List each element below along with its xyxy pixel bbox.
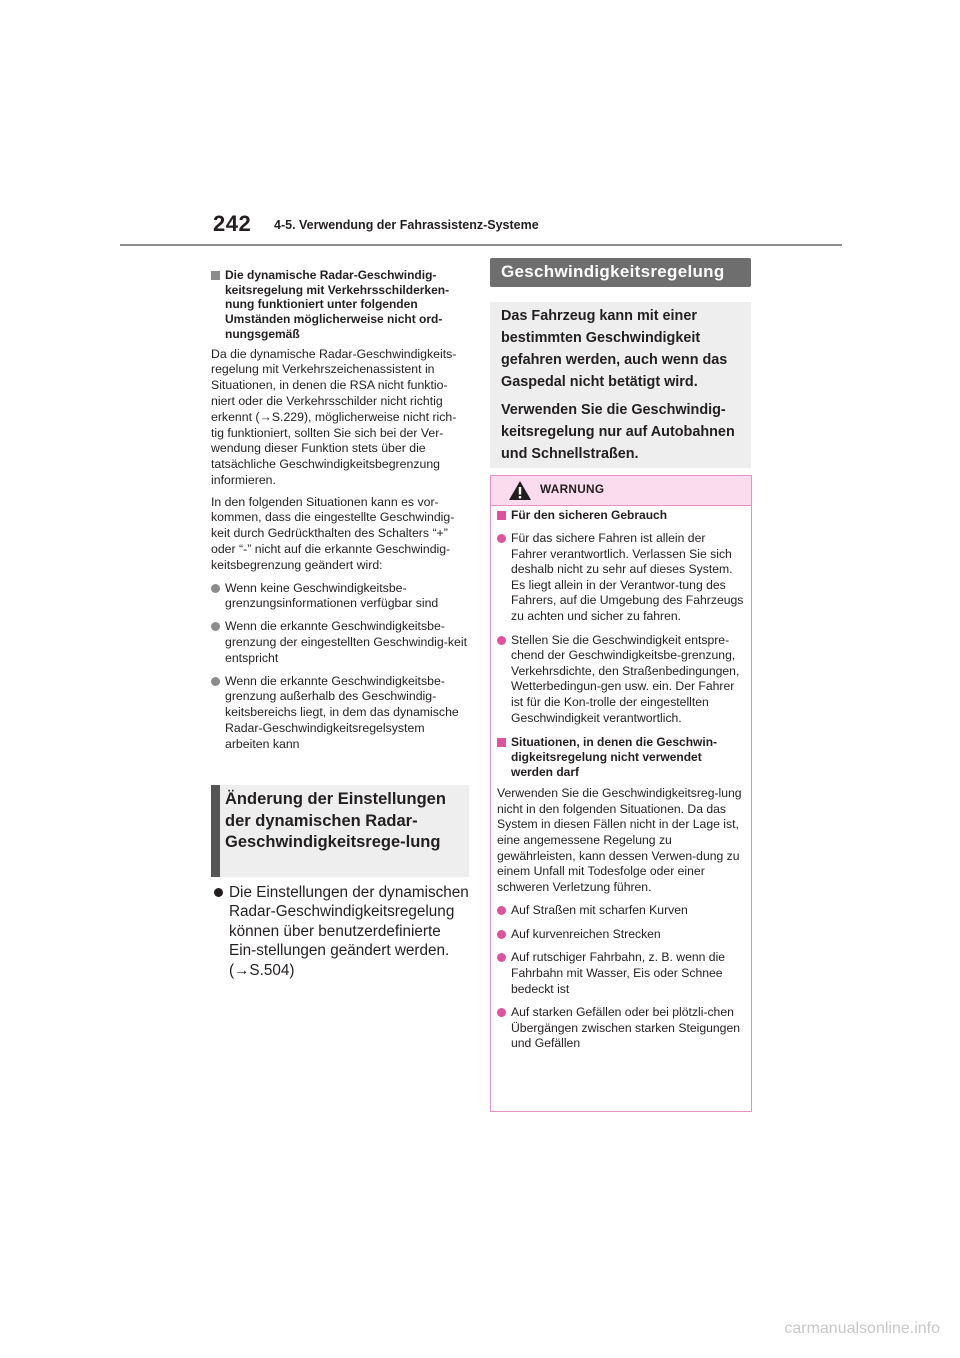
warning-subheading	[497, 735, 744, 780]
intro-box	[490, 302, 751, 468]
warning-label: WARNUNG	[540, 482, 605, 496]
warning-header	[491, 476, 751, 506]
warning-box	[490, 475, 752, 1112]
list-item-text: Stellen Sie die Geschwindigkeit entspre-chend der Geschwindigkeitsbe-grenzung, Verkehrsdichte, den Straßenbedingungen, Wetterbedingun-gen usw. ein. Der Fahrer ist für die Kon-trolle der eingestellten Geschwindigkeit verantwortlich.	[511, 632, 740, 725]
warning-triangle-icon	[508, 480, 532, 501]
watermark: carmanualsonline.info	[784, 1320, 940, 1337]
list-item	[497, 903, 744, 919]
warning-body	[497, 508, 744, 1052]
list-item	[211, 619, 469, 666]
circle-bullet-icon	[497, 534, 506, 543]
settings-bullet	[211, 883, 469, 980]
list-item-text: Auf rutschiger Fahrbahn, z. B. wenn die Fahrbahn mit Wasser, Eis oder Schnee bedeckt ist	[511, 950, 726, 996]
list-item-text: Auf Straßen mit scharfen Kurven	[511, 903, 688, 918]
circle-bullet-icon	[497, 1008, 506, 1017]
section-accent-bar	[211, 785, 220, 877]
rsa-paragraph-1: Da die dynamische Radar-Geschwindigkeits-regelung mit Verkehrszeichenassistent in Situationen, in denen die RSA nicht funktio-niert oder die Verkehrsschilder nicht richtig erkennt (→S.229), möglicherweise nicht rich-tig funktioniert, sollten Sie sich bei der Ver-wendung dieser Funktion stets über die tatsächliche Geschwindigkeitsbegrenzung informieren.	[211, 346, 457, 487]
header-divider	[120, 244, 842, 246]
square-bullet-icon	[497, 511, 506, 520]
circle-bullet-icon	[211, 584, 220, 593]
warning-paragraph: Verwenden Sie die Geschwindigkeitsreg-lung nicht in den folgenden Situationen. Da das System in diesen Fällen nicht in der Lage ist, eine angemessene Regelung zu gewährleisten, kann dessen Verwen-dung zu einem Unfall mit Todesfolge oder einer schweren Verletzung führen.	[497, 786, 742, 894]
list-item-text: Für das sichere Fahren ist allein der Fahrer verantwortlich. Verlassen Sie sich deshalb nicht zu sehr auf dieses System. Es liegt allein in der Verantwor-tung des Fahrers, auf die Umgebung des Fahrzeugs zu achten und sicher zu fahren.	[511, 531, 744, 623]
list-item	[497, 1005, 744, 1052]
list-item	[497, 950, 744, 997]
square-bullet-icon	[497, 738, 506, 747]
rsa-paragraph-2: In den folgenden Situationen kann es vor-kommen, dass die eingestellte Geschwindig-keit durch Gedrückthalten des Schalters “+” oder “-” nicht auf die erkannte Geschwindig-keitsbegrenzung geändert wird:	[211, 494, 455, 572]
circle-bullet-icon	[211, 622, 220, 631]
rsa-subheading-text: Die dynamische Radar-Geschwindig-keitsregelung mit Verkehrsschilderken-nung funktioniert unter folgenden Umständen möglicherweise nicht ord-nungsgemäß	[225, 268, 450, 341]
list-item	[497, 531, 744, 625]
circle-bullet-icon	[211, 677, 220, 686]
settings-section-heading	[211, 785, 469, 877]
list-item-text: Wenn die erkannte Geschwindigkeitsbe-grenzung der eingestellten Geschwindig-keit entspricht	[225, 619, 467, 665]
rsa-subheading	[211, 268, 469, 342]
circle-bullet-icon	[497, 953, 506, 962]
section-title: Geschwindigkeitsregelung	[501, 262, 725, 281]
list-item-text: Auf kurvenreichen Strecken	[511, 926, 661, 941]
warning-subheading-text: Für den sicheren Gebrauch	[511, 508, 668, 522]
settings-bullet-text: Die Einstellungen der dynamischen Radar-Geschwindigkeitsregelung können über benutzerdefinierte Ein-stellungen geändert werden. (→S.504)	[229, 884, 469, 979]
circle-bullet-icon	[497, 906, 506, 915]
left-column	[211, 268, 469, 753]
black-circle-bullet-icon	[214, 888, 223, 897]
square-bullet-icon	[211, 271, 220, 280]
list-item	[497, 927, 744, 943]
list-item	[211, 581, 469, 613]
page-number: 242	[213, 211, 252, 236]
chapter-title: 4-5. Verwendung der Fahrassistenz-Systeme	[274, 218, 539, 232]
list-item-text: Auf starken Gefällen oder bei plötzli-chen Übergängen zwischen starken Steigungen und Gefällen	[511, 1005, 741, 1051]
list-item	[497, 633, 744, 727]
list-item-text: Wenn die erkannte Geschwindigkeitsbe-grenzung außerhalb des Geschwindig-keitsbereichs liegt, in dem das dynamische Radar-Geschwindigkeitsregelsystem arbeiten kann	[225, 673, 459, 751]
circle-bullet-icon	[497, 930, 506, 939]
intro-paragraph-1: Das Fahrzeug kann mit einer bestimmten Geschwindigkeit gefahren werden, auch wenn das Gaspedal nicht betätigt wird.	[501, 308, 728, 390]
warning-subheading-text: Situationen, in denen die Geschwin-digkeitsregelung nicht verwendet werden darf	[511, 735, 718, 780]
intro-paragraph-2: Verwenden Sie die Geschwindig-keitsregelung nur auf Autobahnen und Schnellstraßen.	[501, 402, 735, 462]
list-item-text: Wenn keine Geschwindigkeitsbe-grenzungsinformationen verfügbar sind	[225, 580, 439, 611]
circle-bullet-icon	[497, 636, 506, 645]
list-item	[211, 674, 469, 753]
section-title-bar	[490, 258, 751, 287]
warning-subheading	[497, 508, 744, 523]
settings-section-title: Änderung der Einstellungen der dynamischen Radar-Geschwindigkeitsrege-lung	[225, 790, 446, 851]
